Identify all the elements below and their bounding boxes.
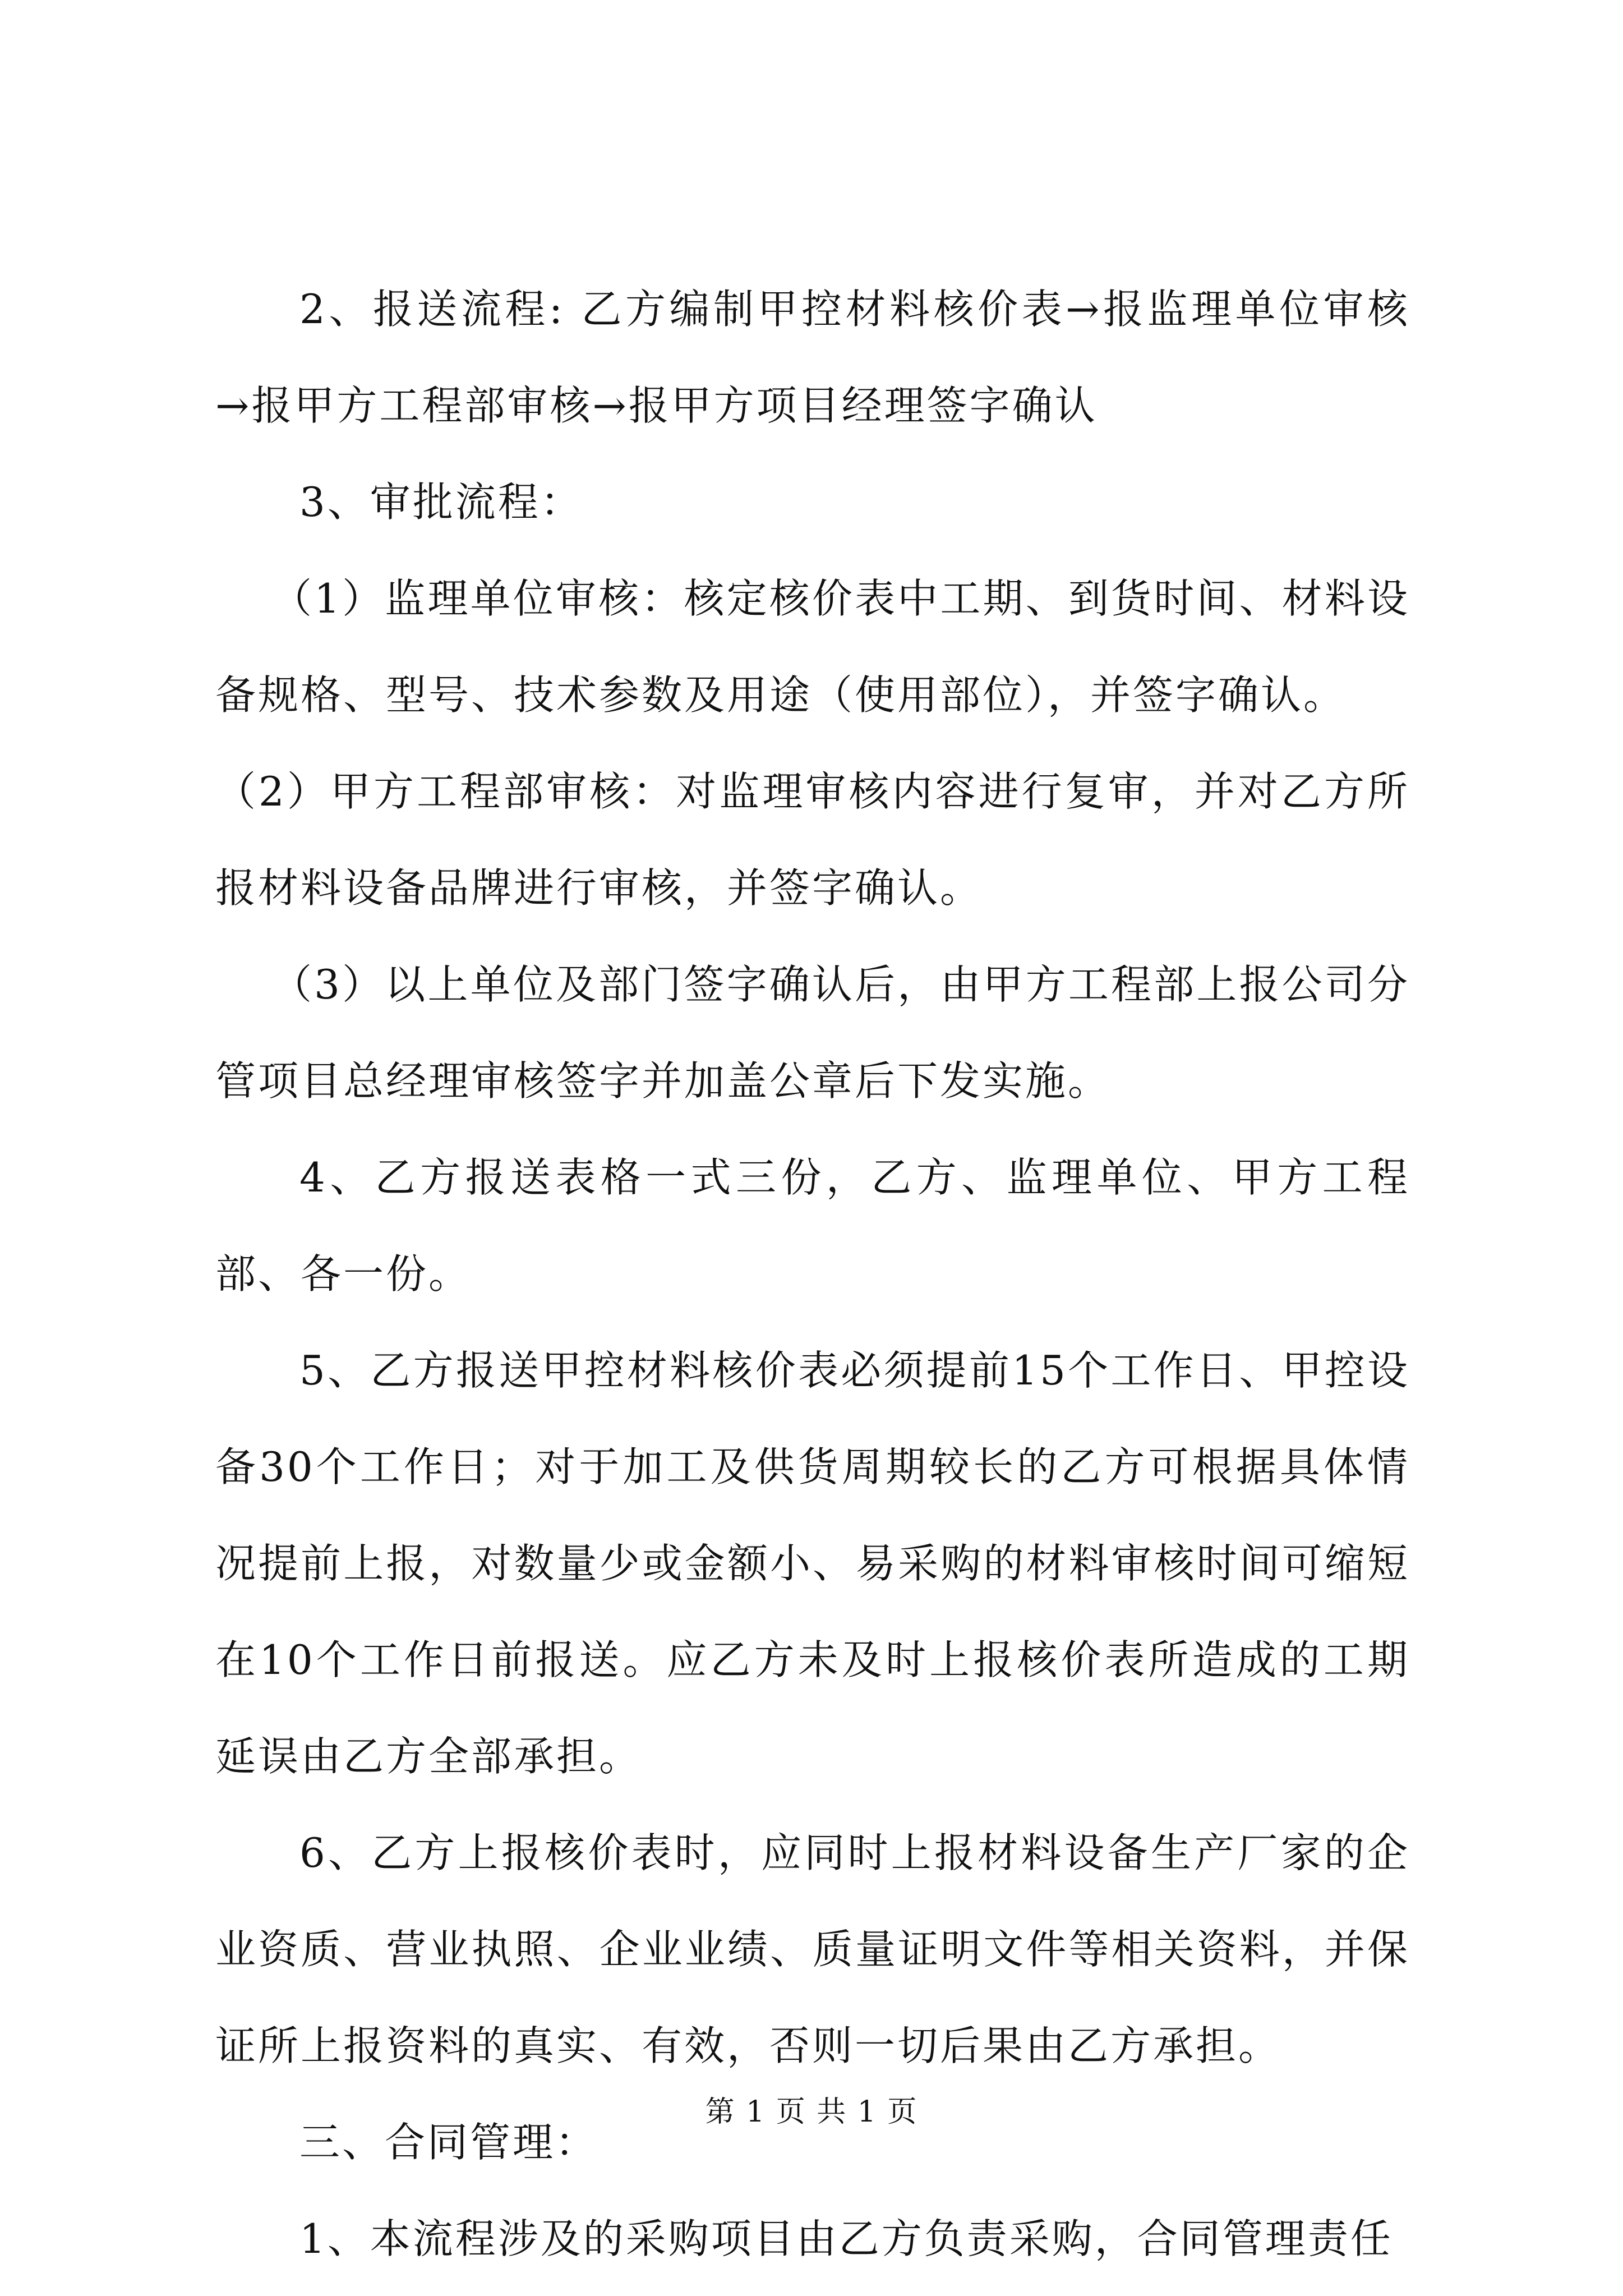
paragraph-form-copies: 4、乙方报送表格一式三份，乙方、监理单位、甲方工程部、各一份。 [215, 1154, 1410, 1297]
paragraph-contract-responsibility: 1、本流程涉及的采购项目由乙方负责采购，合同管理责任 [299, 2215, 1393, 2262]
page-footer: 第 1 页 共 1 页 [705, 2095, 918, 2129]
paragraph-approval-process-heading: 3、审批流程： [299, 478, 583, 526]
paragraph-report-process: 2、报送流程: 乙方编制甲控材料核价表→报监理单位审核→报甲方工程部审核→报甲方项目经理签字确认 [215, 286, 1410, 429]
section-heading-contract-management: 三、合同管理： [299, 2119, 598, 2166]
paragraph-submission-deadline: 5、乙方报送甲控材料核价表必须提前15个工作日、甲控设备30个工作日；对于加工及供货周期较长的乙方可根据具体情况提前上报，对数量少或金额小、易采购的材料审核时间可缩短在10个工作日前报送。应乙方未及时上报核价表所造成的工期延误由乙方全部承担。 [215, 1347, 1410, 1780]
paragraph-supervision-review: （1）监理单位审核：核定核价表中工期、到货时间、材料设备规格、型号、技术参数及用途（使用部位），并签字确认。 [215, 575, 1410, 719]
paragraph-signature-confirmation: （3）以上单位及部门签字确认后，由甲方工程部上报公司分管项目总经理审核签字并加盖公章后下发实施。 [215, 961, 1410, 1105]
paragraph-engineering-review: （2）甲方工程部审核：对监理审核内容进行复审，并对乙方所报材料设备品牌进行审核，并签字确认。 [215, 768, 1410, 912]
paragraph-qualification-documents: 6、乙方上报核价表时，应同时上报材料设备生产厂家的企业资质、营业执照、企业业绩、质量证明文件等相关资料，并保证所上报资料的真实、有效，否则一切后果由乙方承担。 [215, 1829, 1410, 2069]
document-body [215, 261, 1410, 2287]
